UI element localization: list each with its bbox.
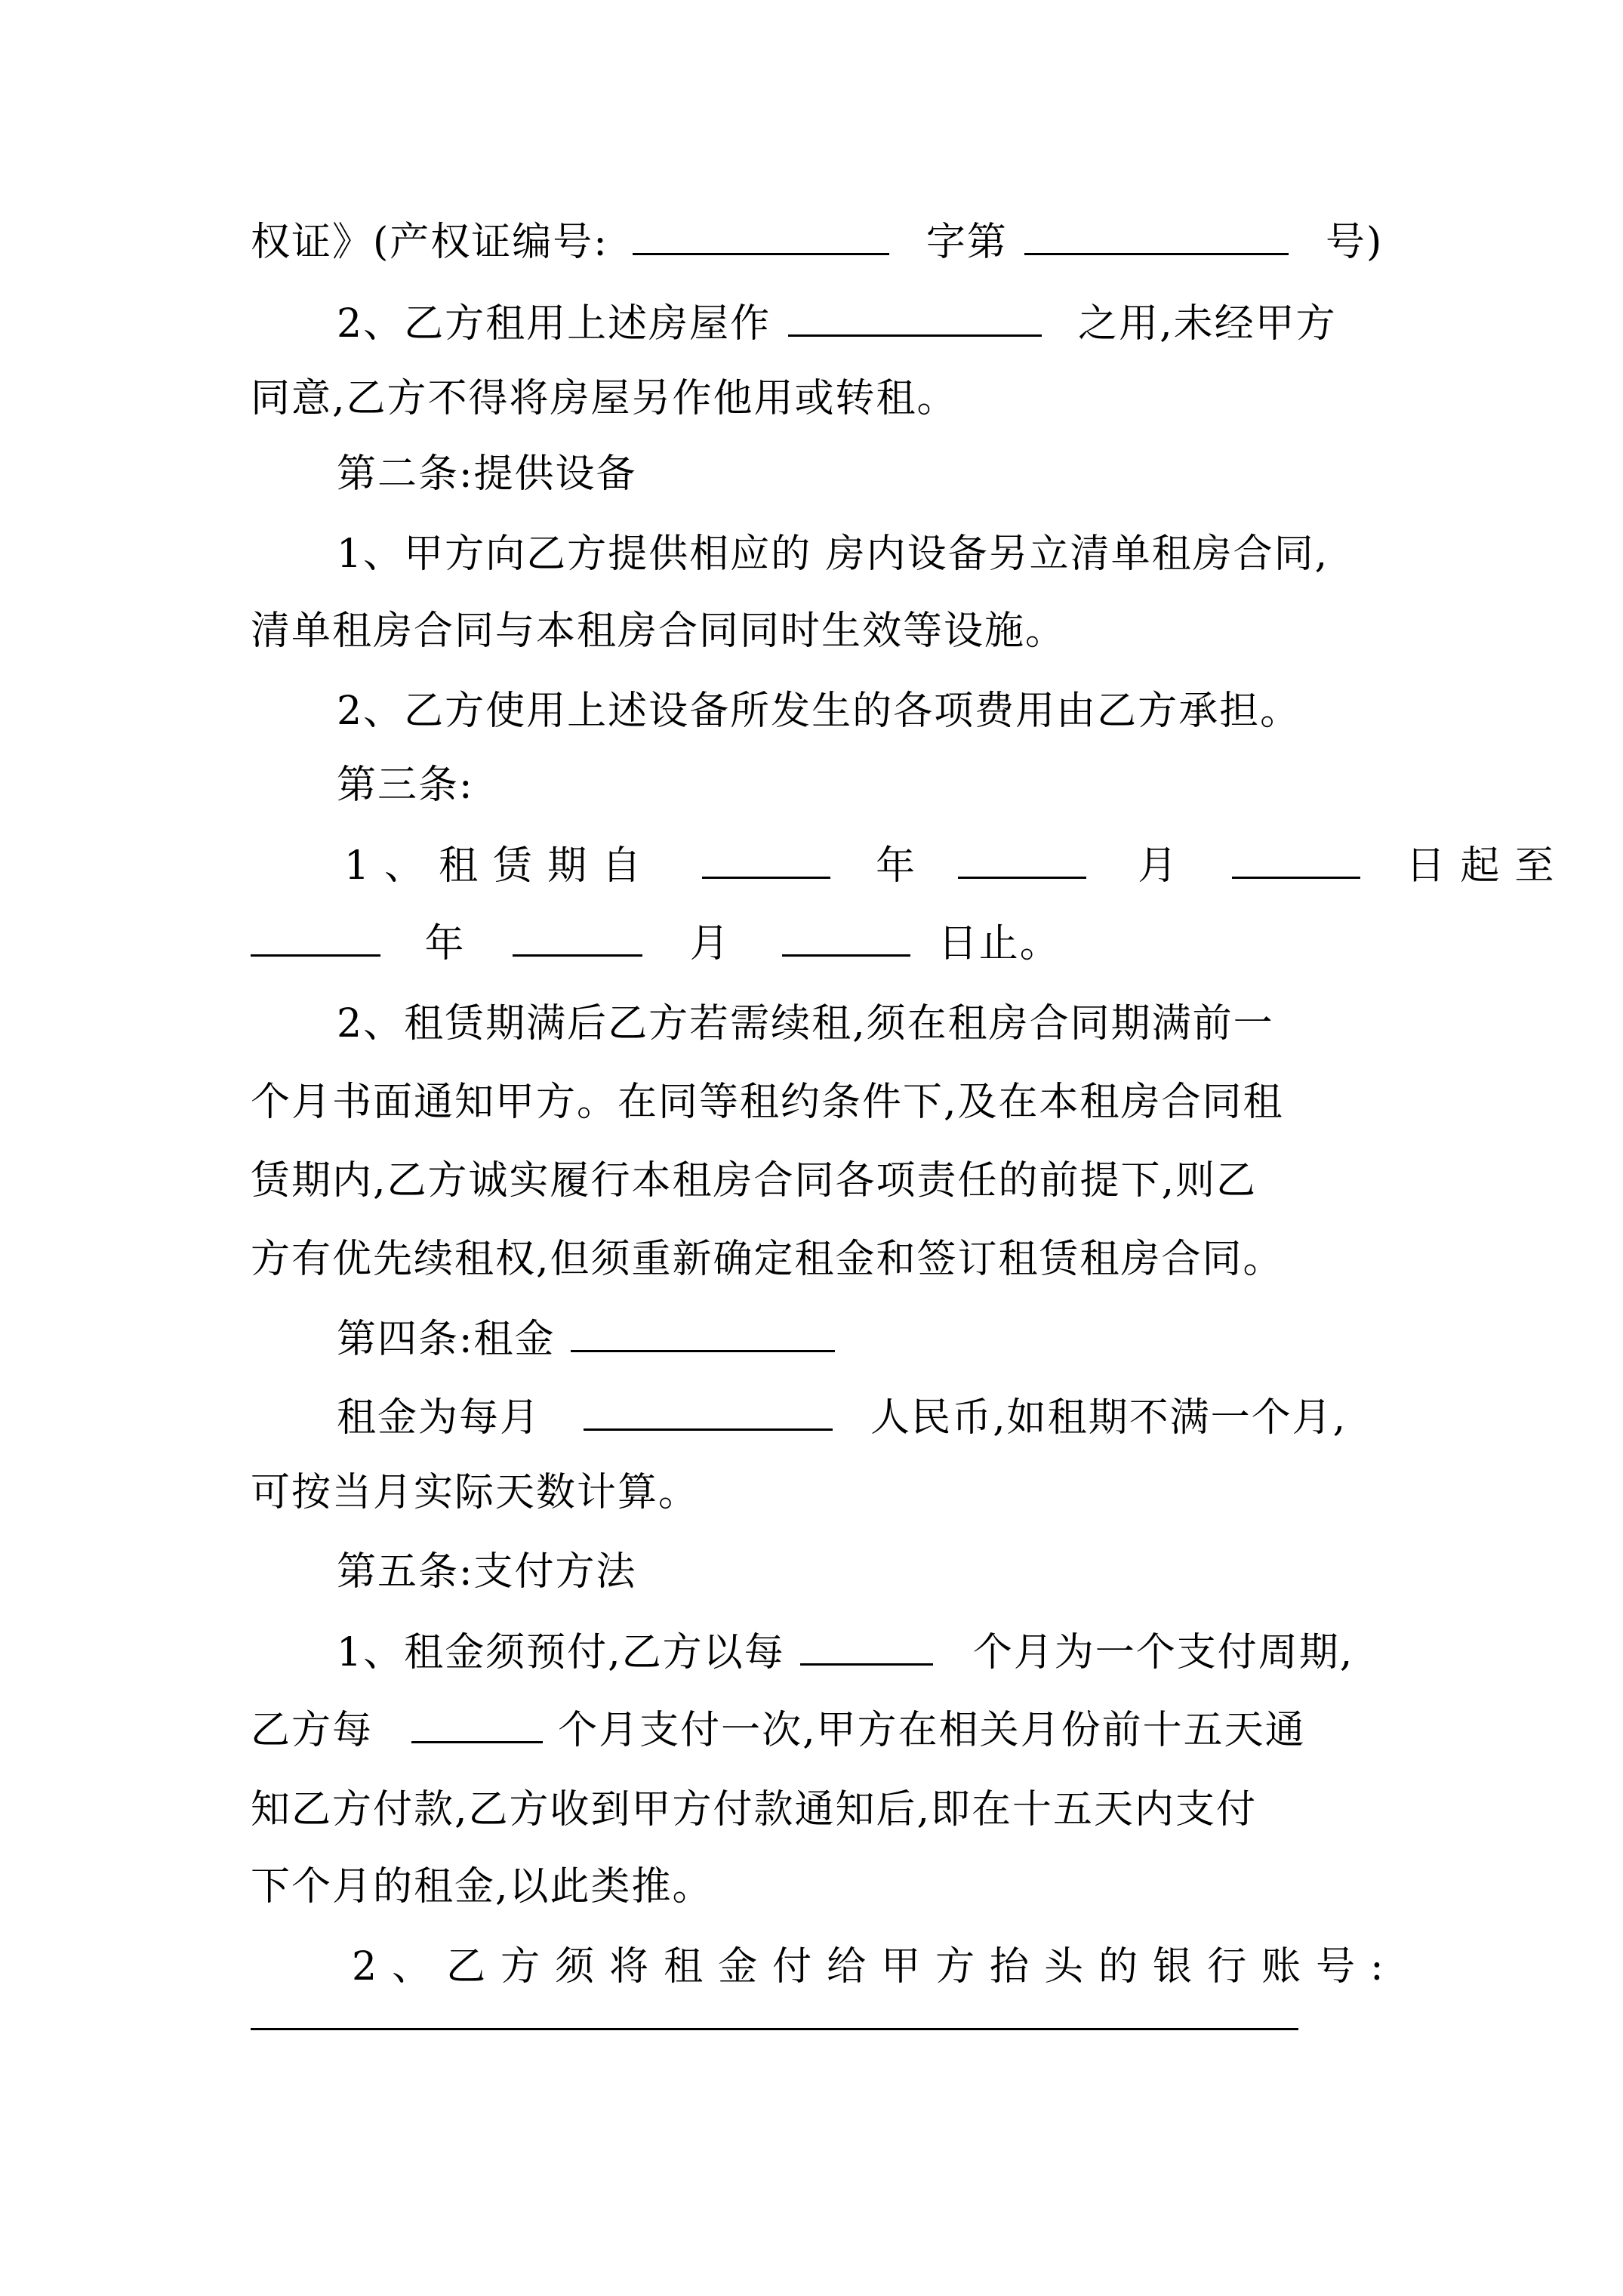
paragraph-line: 1、甲方向乙方提供相应的 房内设备另立清单租房合同,	[337, 532, 1329, 577]
fill-blank-payment-months[interactable]	[411, 1706, 543, 1743]
section-heading: 第五条:支付方法	[337, 1549, 637, 1595]
paragraph-line	[251, 920, 1390, 967]
paragraph-line: 清单租房合同与本租房合同同时生效等设施。	[251, 609, 1067, 654]
fill-blank-certificate-number[interactable]	[633, 218, 889, 255]
text-run: 月	[1138, 843, 1193, 889]
text-run: 1、租金须预付,乙方以每	[337, 1630, 785, 1675]
fill-blank-start-day[interactable]	[1232, 842, 1360, 879]
paragraph-line	[251, 1706, 1390, 1754]
text-run: 字第	[925, 220, 1008, 265]
text-run: 租金为每月	[337, 1395, 541, 1441]
paragraph-line: 2、乙方须将租金付给甲方抬头的银行账号:	[352, 1944, 1399, 1989]
paragraph-line: 赁期内,乙方诚实履行本租房合同各项责任的前提下,则乙	[251, 1158, 1258, 1203]
text-run: 年	[424, 921, 479, 966]
text-run: 号)	[1325, 220, 1384, 265]
fill-blank-bank-account[interactable]	[251, 2028, 1298, 2030]
paragraph-line: 知乙方付款,乙方收到甲方付款通知后,即在十五天内支付	[251, 1787, 1258, 1832]
fill-blank-rent[interactable]	[571, 1315, 835, 1352]
text-run: 日止。	[938, 921, 1061, 966]
paragraph-line	[337, 300, 1390, 347]
paragraph-line	[344, 842, 1569, 889]
paragraph-line: 2、乙方使用上述设备所发生的各项费用由乙方承担。	[337, 689, 1301, 734]
fill-blank-payment-cycle[interactable]	[800, 1629, 933, 1666]
section-heading: 第二条:提供设备	[337, 451, 637, 497]
text-run: 之用,未经甲方	[1078, 301, 1337, 347]
fill-blank-usage[interactable]	[788, 300, 1042, 337]
text-run: 日起至	[1406, 843, 1569, 889]
paragraph-line	[251, 218, 1390, 266]
fill-blank-end-day[interactable]	[782, 920, 910, 957]
text-run: 人民币,如租期不满一个月,	[870, 1395, 1347, 1441]
fill-blank-start-month[interactable]	[958, 842, 1086, 879]
text-run: 1、租赁期自	[344, 843, 657, 889]
fill-blank-end-month[interactable]	[513, 920, 642, 957]
paragraph-line: 方有优先续租权,但须重新确定租金和签订租赁租房合同。	[251, 1237, 1284, 1282]
fill-blank-certificate-serial[interactable]	[1024, 218, 1289, 255]
text-run: 权证》(产权证编号:	[251, 220, 608, 265]
text-run: 个月支付一次,甲方在相关月份前十五天通	[558, 1708, 1306, 1753]
fill-blank-end-year[interactable]	[251, 920, 380, 957]
paragraph-line	[337, 1629, 1390, 1676]
section-heading: 第三条:	[337, 763, 474, 808]
fill-blank-monthly-rent[interactable]	[584, 1394, 833, 1431]
text-run: 乙方每	[251, 1708, 374, 1753]
text-run: 年	[876, 843, 931, 889]
text-run: 2、乙方租用上述房屋作	[337, 301, 771, 347]
text-run: 个月为一个支付周期,	[972, 1630, 1354, 1675]
paragraph-line: 下个月的租金,以此类推。	[251, 1864, 713, 1909]
paragraph-line: 2、租赁期满后乙方若需续租,须在租房合同期满前一	[337, 1001, 1274, 1046]
paragraph-line: 个月书面通知甲方。在同等租约条件下,及在本租房合同租	[251, 1080, 1284, 1125]
paragraph-line: 同意,乙方不得将房屋另作他用或转租。	[251, 376, 958, 421]
text-run: 月	[689, 921, 744, 966]
section-heading	[337, 1315, 1390, 1363]
text-run: 第四条:租金	[337, 1317, 556, 1362]
paragraph-line	[337, 1394, 1390, 1441]
paragraph-line: 可按当月实际天数计算。	[251, 1470, 700, 1515]
fill-blank-start-year[interactable]	[702, 842, 830, 879]
